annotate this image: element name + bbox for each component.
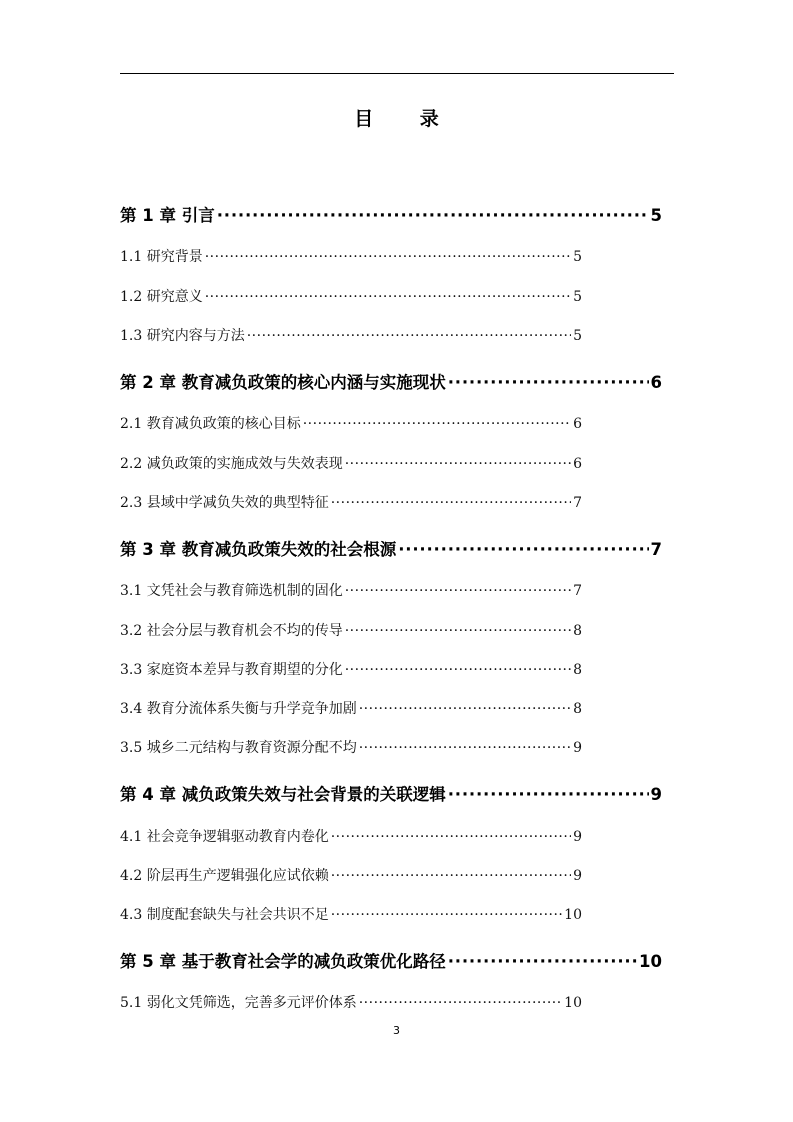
toc-entry-label: 5.1 弱化文凭筛选，完善多元评价体系 [120, 995, 357, 1011]
dot-leader [247, 328, 571, 344]
toc-section-4-1[interactable] [120, 826, 582, 846]
dot-leader [217, 206, 649, 225]
toc-entry-page: 7 [573, 495, 582, 511]
toc-entry-label: 1.3 研究内容与方法 [120, 328, 245, 344]
toc-entry-page: 7 [650, 540, 662, 559]
toc-section-1-2[interactable] [120, 286, 582, 306]
toc-entry-page: 5 [573, 328, 582, 344]
toc-entry-label: 2.2 减负政策的实施成效与失效表现 [120, 456, 343, 472]
toc-entry-page: 6 [573, 416, 582, 432]
toc-entry-label: 4.1 社会竞争逻辑驱动教育内卷化 [120, 829, 329, 845]
toc-entry-page: 9 [573, 740, 582, 756]
dot-leader [205, 249, 571, 265]
toc-entry-page: 7 [573, 583, 582, 599]
toc-entry-page: 10 [564, 907, 582, 923]
toc-entry-page: 8 [573, 623, 582, 639]
toc-entry-label: 1.2 研究意义 [120, 289, 203, 305]
toc-entry-label: 3.3 家庭资本差异与教育期望的分化 [120, 662, 343, 678]
toc-entry-label: 第 2 章 教育减负政策的核心内涵与实施现状 [120, 373, 446, 392]
dot-leader [345, 456, 571, 472]
dot-leader [359, 701, 571, 717]
toc-section-3-1[interactable] [120, 580, 582, 600]
toc-entry-page: 5 [573, 289, 582, 305]
toc-title: 目 录 [354, 108, 459, 130]
toc-entry-label: 第 5 章 基于教育社会学的减负政策优化路径 [120, 952, 446, 971]
toc-chapter-4[interactable] [120, 781, 662, 805]
toc-entry-page: 6 [573, 456, 582, 472]
toc-entry-label: 第 3 章 教育减负政策失效的社会根源 [120, 540, 397, 559]
toc-entry-label: 4.2 阶层再生产逻辑强化应试依赖 [120, 868, 329, 884]
toc-entry-label: 3.2 社会分层与教育机会不均的传导 [120, 623, 343, 639]
toc-entry-label: 第 4 章 减负政策失效与社会背景的关联逻辑 [120, 785, 446, 804]
toc-section-3-4[interactable] [120, 698, 582, 718]
dot-leader [331, 907, 562, 923]
toc-entry-label: 2.1 教育减负政策的核心目标 [120, 416, 301, 432]
toc-section-2-3[interactable] [120, 492, 582, 512]
dot-leader [331, 868, 571, 884]
toc-entry-page: 6 [650, 373, 662, 392]
toc-entry-page: 5 [650, 206, 662, 225]
toc-section-1-1[interactable] [120, 246, 582, 266]
toc-entry-label: 2.3 县域中学减负失效的典型特征 [120, 495, 329, 511]
toc-section-4-2[interactable] [120, 865, 582, 885]
toc-entry-label: 第 1 章 引言 [120, 206, 215, 225]
dot-leader [359, 995, 562, 1011]
toc-section-3-2[interactable] [120, 620, 582, 640]
toc-chapter-2[interactable] [120, 369, 662, 393]
toc-section-2-1[interactable] [120, 413, 582, 433]
toc-entry-page: 9 [573, 868, 582, 884]
toc-section-1-3[interactable] [120, 325, 582, 345]
dot-leader [448, 952, 637, 971]
toc-chapter-3[interactable] [120, 536, 662, 560]
page-number: 3 [393, 1024, 400, 1037]
toc-entry-label: 3.5 城乡二元结构与教育资源分配不均 [120, 740, 357, 756]
dot-leader [398, 540, 648, 559]
dot-leader [345, 623, 571, 639]
toc-entry-page: 5 [573, 249, 582, 265]
dot-leader [359, 740, 571, 756]
dot-leader [331, 495, 571, 511]
toc-section-3-3[interactable] [120, 659, 582, 679]
toc-entry-page: 10 [564, 995, 582, 1011]
header-rule [120, 73, 674, 74]
toc-section-5-1[interactable] [120, 992, 582, 1012]
toc-chapter-1[interactable] [120, 202, 662, 226]
dot-leader [303, 416, 571, 432]
toc-entry-label: 4.3 制度配套缺失与社会共识不足 [120, 907, 329, 923]
toc-section-3-5[interactable] [120, 737, 582, 757]
toc-chapter-5[interactable] [120, 948, 662, 972]
toc-section-4-3[interactable] [120, 904, 582, 924]
toc-entry-page: 10 [639, 952, 662, 971]
toc-entry-page: 9 [573, 829, 582, 845]
dot-leader [205, 289, 571, 305]
toc-entry-page: 8 [573, 662, 582, 678]
toc-entry-label: 3.1 文凭社会与教育筛选机制的固化 [120, 583, 343, 599]
toc-entry-page: 8 [573, 701, 582, 717]
toc-entry-label: 3.4 教育分流体系失衡与升学竞争加剧 [120, 701, 357, 717]
toc-entry-page: 9 [650, 785, 662, 804]
dot-leader [345, 662, 571, 678]
toc-section-2-2[interactable] [120, 453, 582, 473]
toc-entry-label: 1.1 研究背景 [120, 249, 203, 265]
dot-leader [448, 373, 649, 392]
dot-leader [345, 583, 571, 599]
dot-leader [331, 829, 571, 845]
dot-leader [448, 785, 649, 804]
